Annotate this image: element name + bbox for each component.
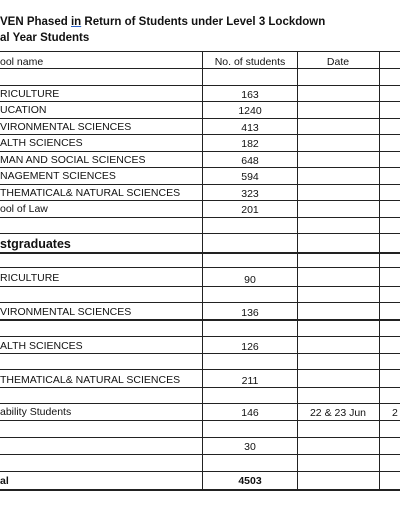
school-name: ALTH SCIENCES (0, 340, 83, 352)
student-count: 201 (241, 204, 259, 216)
student-count: 146 (241, 407, 259, 419)
row-divider (0, 489, 400, 491)
row-divider (0, 184, 400, 185)
column-divider (202, 51, 203, 491)
row-divider (0, 387, 400, 388)
student-count: 136 (241, 307, 259, 319)
title-suffix: Return of Students under Level 3 Lockdown (81, 16, 326, 28)
row-divider (0, 420, 400, 421)
document-title (0, 16, 325, 28)
row-divider (0, 302, 400, 303)
row-divider (0, 85, 400, 86)
row-divider (0, 471, 400, 472)
school-name: MAN AND SOCIAL SCIENCES (0, 154, 146, 166)
row-divider (0, 217, 400, 218)
student-count: 163 (241, 89, 259, 101)
column-divider (379, 51, 380, 491)
school-name: THEMATICAL& NATURAL SCIENCES (0, 187, 181, 199)
student-count: 182 (241, 138, 259, 150)
school-name: ALTH SCIENCES (0, 137, 83, 149)
header-student-count: No. of students (214, 56, 286, 68)
student-count: 1240 (238, 105, 262, 117)
title-prefix: VEN Phased (0, 16, 71, 28)
school-name: NAGEMENT SCIENCES (0, 170, 116, 182)
student-count: 413 (241, 122, 259, 134)
school-name: RICULTURE (0, 88, 60, 100)
row-divider (0, 336, 400, 337)
row-divider (0, 200, 400, 201)
row-divider (0, 51, 400, 52)
row-divider (0, 151, 400, 152)
row-divider (0, 353, 400, 354)
total-label: al (0, 475, 9, 487)
row-divider (0, 101, 400, 102)
section-heading-postgraduates: stgraduates (0, 237, 71, 251)
column-divider (297, 51, 298, 491)
student-count: 126 (241, 341, 259, 353)
school-name: UCATION (0, 104, 47, 116)
school-name: ability Students (0, 406, 72, 418)
row-divider (0, 403, 400, 404)
student-count: 594 (241, 171, 259, 183)
school-name: THEMATICAL& NATURAL SCIENCES (0, 374, 181, 386)
row-divider (0, 454, 400, 455)
row-divider (0, 118, 400, 119)
header-date: Date (326, 56, 350, 68)
row-divider (0, 437, 400, 438)
row-divider (0, 369, 400, 370)
school-name: VIRONMENTAL SCIENCES (0, 306, 132, 318)
row-divider (0, 252, 400, 254)
row-divider (0, 134, 400, 135)
school-name: ool of Law (0, 203, 48, 215)
row-divider (0, 286, 400, 287)
total-count: 4503 (238, 475, 262, 487)
clipped-cell-value: 2 (392, 407, 398, 419)
header-school-name: ool name (0, 56, 44, 68)
student-count: 90 (244, 274, 256, 286)
row-divider (0, 267, 400, 268)
row-divider (0, 319, 400, 321)
student-count: 323 (241, 188, 259, 200)
school-name: RICULTURE (0, 272, 60, 284)
school-name: VIRONMENTAL SCIENCES (0, 121, 132, 133)
date-value: 22 & 23 Jun (309, 407, 367, 419)
row-divider (0, 167, 400, 168)
student-count: 211 (241, 375, 259, 387)
row-divider (0, 233, 400, 234)
student-count: 648 (241, 155, 259, 167)
row-divider (0, 68, 400, 69)
student-count: 30 (244, 441, 256, 453)
title-in: in (70, 16, 82, 28)
document-subtitle: al Year Students (0, 32, 90, 44)
